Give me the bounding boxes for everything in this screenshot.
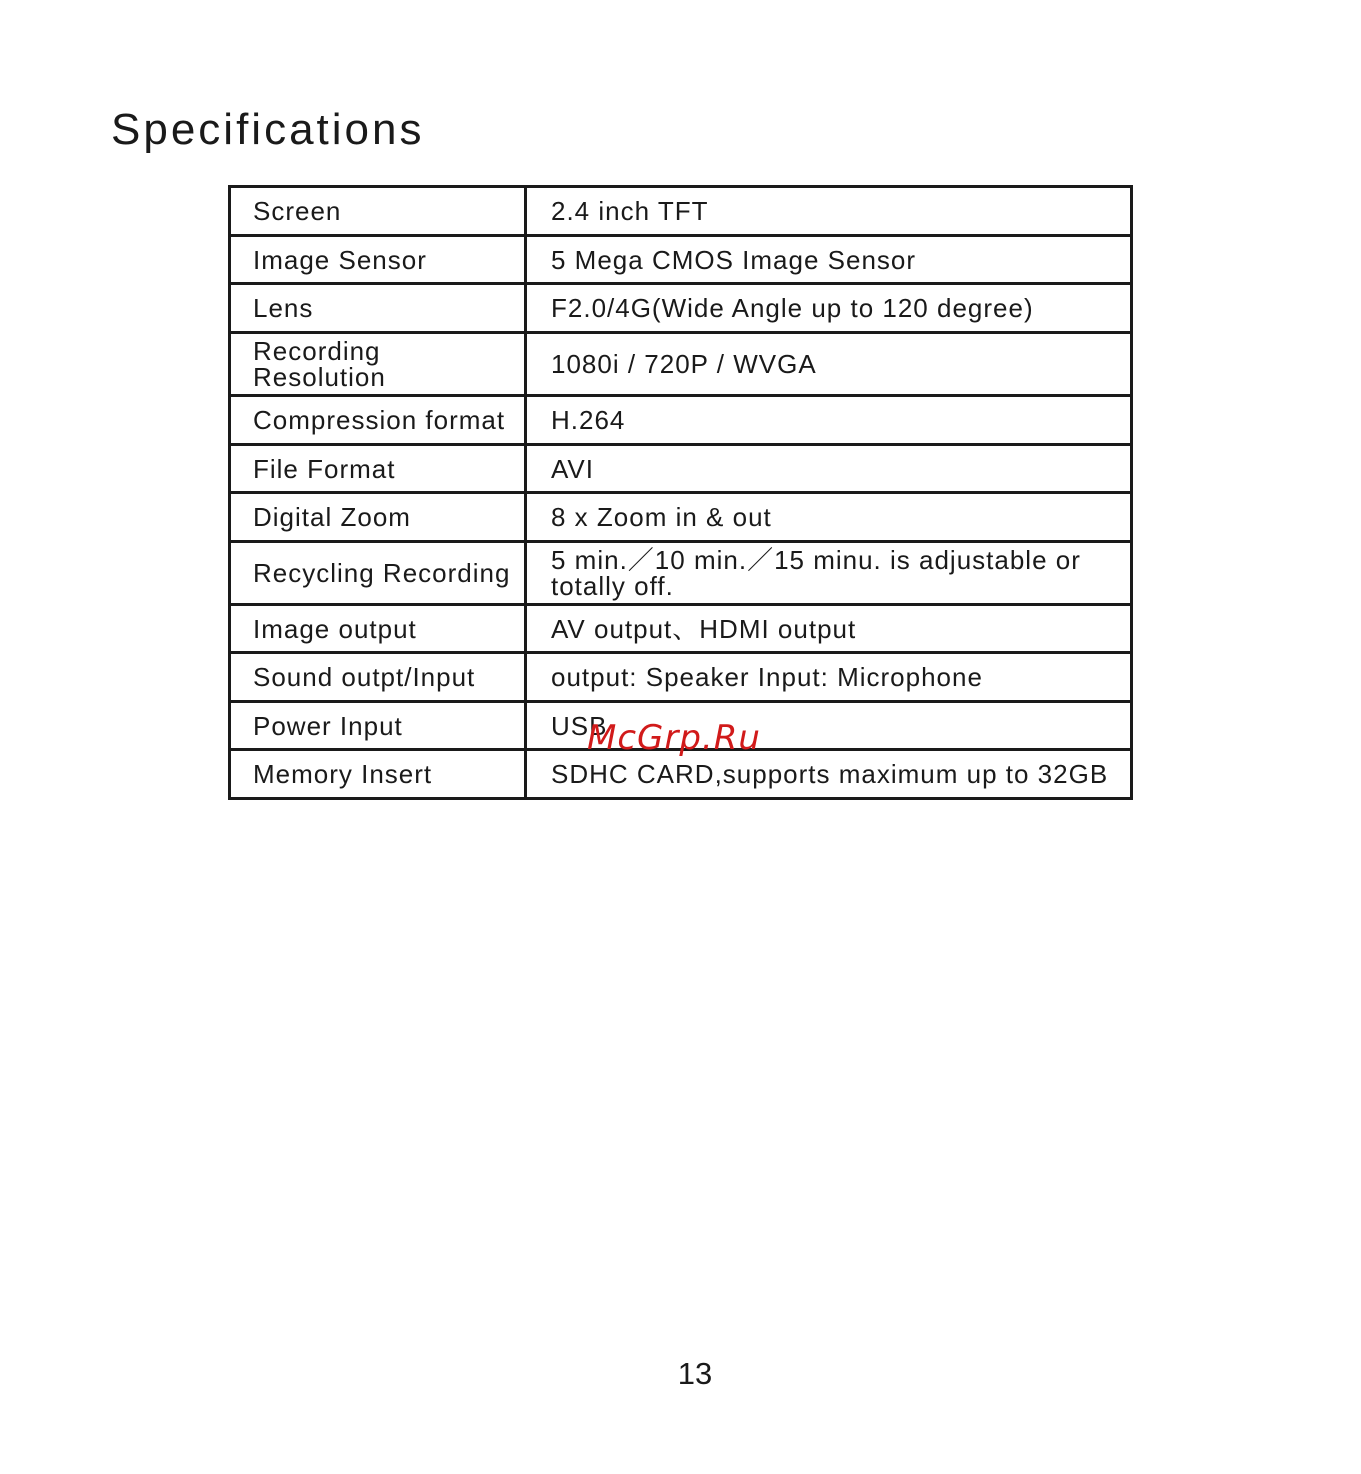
table-row xyxy=(230,605,1132,653)
table-row xyxy=(230,333,1132,396)
page-title: Specifications xyxy=(111,105,425,154)
table-row xyxy=(230,653,1132,702)
spec-value: output: Speaker Input: Microphone xyxy=(526,653,1132,702)
table-row xyxy=(230,236,1132,284)
table-row xyxy=(230,493,1132,542)
spec-label: Recording Resolution xyxy=(230,333,526,396)
spec-label: Power Input xyxy=(230,702,526,750)
spec-label: Lens xyxy=(230,284,526,333)
spec-value: USB xyxy=(526,702,1132,750)
table-row xyxy=(230,542,1132,605)
spec-value: 1080i / 720P / WVGA xyxy=(526,333,1132,396)
spec-label: File Format xyxy=(230,445,526,493)
spec-label: Compression format xyxy=(230,396,526,445)
table-row xyxy=(230,284,1132,333)
spec-value: 8 x Zoom in & out xyxy=(526,493,1132,542)
spec-label: Digital Zoom xyxy=(230,493,526,542)
spec-value: H.264 xyxy=(526,396,1132,445)
spec-label: Recycling Recording xyxy=(230,542,526,605)
page-number: 13 xyxy=(677,1356,713,1391)
spec-label: Memory Insert xyxy=(230,750,526,799)
spec-value: AV output、HDMI output xyxy=(526,605,1132,653)
spec-label: Screen xyxy=(230,187,526,236)
spec-value: SDHC CARD,supports maximum up to 32GB xyxy=(526,750,1132,799)
table-row xyxy=(230,396,1132,445)
table-row xyxy=(230,187,1132,236)
spec-value: 2.4 inch TFT xyxy=(526,187,1132,236)
spec-value: AVI xyxy=(526,445,1132,493)
spec-value: F2.0/4G(Wide Angle up to 120 degree) xyxy=(526,284,1132,333)
spec-label: Image output xyxy=(230,605,526,653)
spec-label: Image Sensor xyxy=(230,236,526,284)
spec-value: 5 min.／10 min.／15 minu. is adjustable or totally off. xyxy=(526,542,1132,605)
table-row xyxy=(230,445,1132,493)
spec-value: 5 Mega CMOS Image Sensor xyxy=(526,236,1132,284)
watermark: McGrp.Ru xyxy=(587,718,761,758)
specifications-table xyxy=(228,185,1133,800)
spec-label: Sound outpt/Input xyxy=(230,653,526,702)
